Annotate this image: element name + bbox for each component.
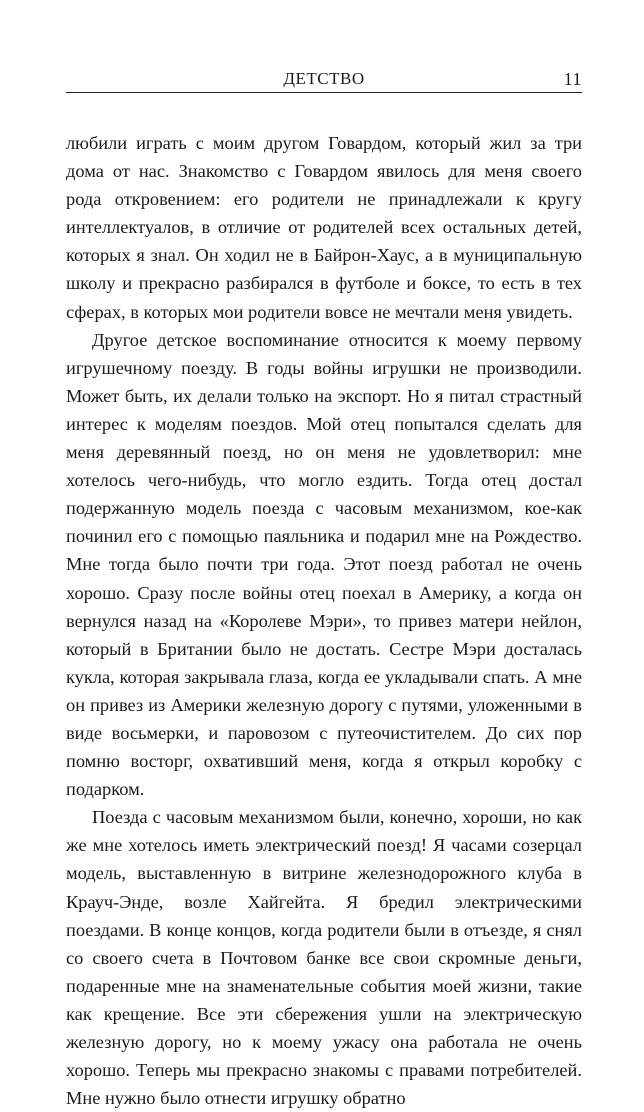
body-text xyxy=(66,129,582,1112)
paragraph: Другое детское воспоминание относится к моему первому игрушечному поезду. В годы войны игрушки не производили. Может быть, их делали только на экспорт. Но я питал страстный интерес к моделям поездов. Мой отец попытался сделать для меня деревянный поезд, но он меня не удовлетворил: мне хотелось чего-нибудь, что могло ездить. Тогда отец достал подержанную модель поезда с часовым механизмом, кое-как починил его с помощью паяльника и подарил мне на Рождество. Мне тогда было почти три года. Этот поезд работал не очень хорошо. Сразу после войны отец поехал в Америку, а когда он вернулся назад на «Королеве Мэри», то привез матери нейлон, который в Британии было не достать. Сестре Мэри досталась кукла, которая закрывала глаза, когда ее укладывали спать. А мне он привез из Америки железную дорогу с путями, уложенными в виде восьмерки, и паровозом с путеочистителем. До сих пор помню восторг, охвативший меня, когда я открыл коробку с подарком. xyxy=(66,329,582,800)
book-page xyxy=(66,66,582,1112)
paragraph: Поезда с часовым механизмом были, конечно, хороши, но как же мне хотелось иметь электрический поезд! Я часами созерцал модель, выставленную в витрине железнодорожного клуба в Крауч-Энде, возле Хайгейта. Я бредил электрическими поездами. В конце концов, когда родители были в отъезде, я снял со своего счета в Почтовом банке все свои скромные деньги, подаренные мне на знаменательные события моей жизни, такие как крещение. Все эти сбережения ушли на электрическую железную дорогу, но к моему ужасу она работала не очень хорошо. Теперь мы прекрасно знакомы с правами потребителей. Мне нужно было отнести игрушку обратно xyxy=(66,807,582,1109)
running-header xyxy=(66,66,582,92)
header-rule xyxy=(66,92,582,93)
paragraph-continued: любили играть с моим другом Говардом, который жил за три дома от нас. Знакомство с Говардом явилось для меня своего рода откровением: его родители не принадлежали к кругу интеллектуалов, в отличие от родителей всех остальных детей, которых я знал. Он ходил не в Байрон-Хаус, а в муниципальную школу и прекрасно разбирался в футболе и боксе, то есть в тех сферах, в которых мои родители вовсе не мечтали меня увидеть. xyxy=(66,133,582,322)
chapter-title: ДЕТСТВО xyxy=(283,69,365,88)
page-number: 11 xyxy=(563,69,582,89)
